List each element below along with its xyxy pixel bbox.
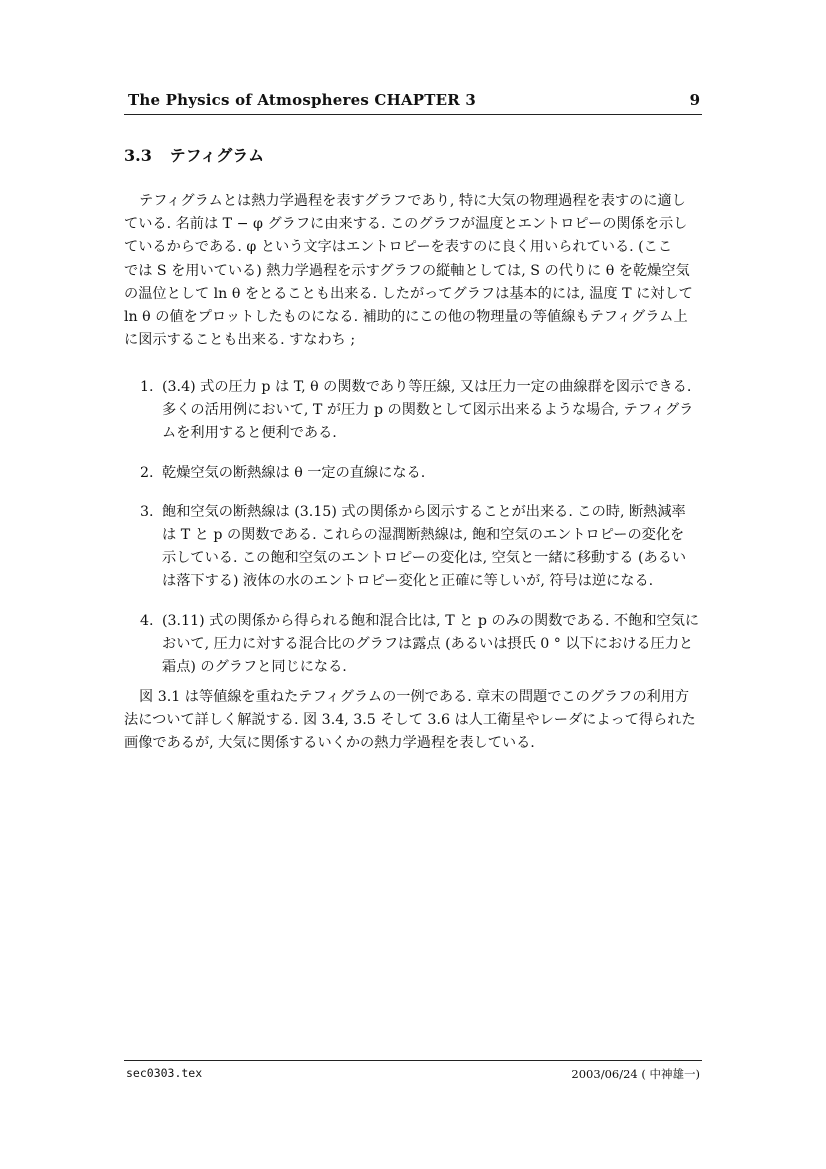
list-item-line: は T と p の関数である. これらの湿潤断熱線は, 飽和空気のエントロピーの変化を — [162, 527, 685, 544]
section-title: テフィグラム — [169, 146, 265, 165]
list-item-line: 乾燥空気の断熱線は θ 一定の直線になる. — [162, 464, 426, 481]
intro-line: ln θ の値をプロットしたものになる. 補助的にこの他の物理量の等値線もテフィグラム上 — [124, 309, 688, 326]
intro-line: テフィグラムとは熱力学過程を表すグラフであり, 特に大気の物理過程を表すのに適し — [139, 193, 686, 209]
page-number: 9 — [689, 91, 700, 109]
closing-line: 図 3.1 は等値線を重ねたテフィグラムの一例である. 章末の問題でこのグラフの利用方 — [139, 689, 690, 705]
page-footer — [124, 1060, 702, 1085]
list-item-line: は落下する) 液体の水のエントロピー変化と正確に等しいが, 符号は逆になる. — [162, 573, 654, 590]
intro-line: ている. 名前は T − φ グラフに由来する. このグラフが温度とエントロピーの関係を示し — [124, 216, 688, 233]
footer-filename: sec0303.tex — [126, 1066, 203, 1080]
list-item-line: (3.4) 式の圧力 p は T, θ の関数であり等圧線, 又は圧力一定の曲線群を図示できる. — [162, 379, 692, 395]
list-item-line: 飽和空気の断熱線は (3.15) 式の関係から図示することが出来る. この時, 断熱減率 — [162, 503, 686, 520]
list-item-marker: 4. — [140, 612, 154, 629]
footer-date-author: 2003/06/24 ( 中神雄一) — [571, 1067, 700, 1081]
section-heading — [124, 143, 264, 166]
list-item-line: おいて, 圧力に対する混合比のグラフは露点 (あるいは摂氏 0 ° 以下における圧力と — [162, 635, 694, 652]
intro-line: では S を用いている) 熱力学過程を示すグラフの縦軸としては, S の代りに θ を乾燥空気 — [124, 262, 690, 279]
section-number: 3.3 — [124, 146, 152, 165]
list-item-line: ムを利用すると便利である. — [162, 425, 337, 442]
list-item-line: 霜点) のグラフと同じになる. — [162, 659, 347, 676]
list-item-marker: 2. — [140, 464, 154, 481]
numbered-list — [140, 376, 702, 695]
closing-line: 画像であるが, 大気に関係するいくかの熱力学過程を表している. — [124, 735, 535, 752]
list-item — [140, 610, 702, 680]
intro-paragraph — [124, 190, 702, 352]
closing-line: 法について詳しく解説する. 図 3.4, 3.5 そして 3.6 は人工衛星やレーダによって得られた — [124, 712, 696, 729]
list-item — [140, 462, 702, 485]
list-item — [140, 376, 702, 446]
closing-paragraph — [124, 686, 702, 756]
intro-line: の温位として ln θ をとることも出来る. したがってグラフは基本的には, 温度 T に対して — [124, 285, 693, 302]
list-item-marker: 3. — [140, 503, 154, 520]
list-item-marker: 1. — [140, 379, 154, 395]
running-header — [124, 88, 702, 115]
intro-line: に図示することも出来る. すなわち ; — [124, 332, 356, 349]
running-header-title: The Physics of Atmospheres CHAPTER 3 — [128, 91, 476, 109]
list-item-line: 示している. この飽和空気のエントロピーの変化は, 空気と一緒に移動する (あるい — [162, 550, 687, 567]
list-item — [140, 501, 702, 594]
list-item-line: (3.11) 式の関係から得られる飽和混合比は, T と p のみの関数である. 不飽和空気に — [162, 612, 700, 629]
list-item-line: 多くの活用例において, T が圧力 p の関数として図示出来るような場合, テフィグラ — [162, 402, 694, 419]
intro-line: ているからである. φ という文字はエントロピーを表すのに良く用いられている. (ここ — [124, 239, 673, 256]
